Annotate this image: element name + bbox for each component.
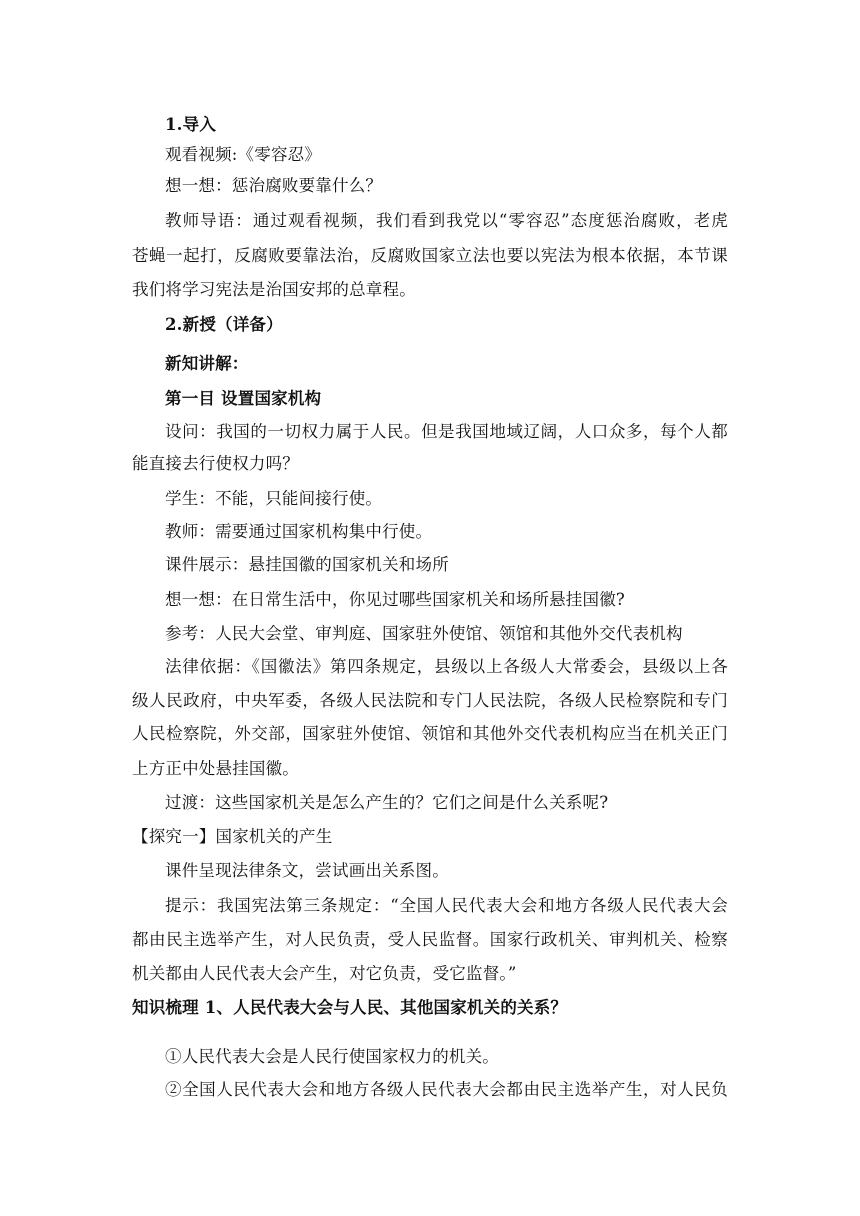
paragraph-law-line: 上方正中处悬挂国徽。 [132,759,299,778]
paragraph-watch-video: 观看视频:《零容忍》 [165,145,322,164]
paragraph-teacher-intro-line: 教师导语：通过观看视频，我们看到我党以“零容忍”态度惩治腐败，老虎 [165,211,728,230]
paragraph-transition: 过渡：这些国家机关是怎么产生的？它们之间是什么关系呢? [165,793,609,812]
paragraph-hint-line: 提示：我国宪法第三条规定：“全国人民代表大会和地方各级人民代表大会 [165,896,728,915]
paragraph-question-line: 能直接去行使权力吗？ [132,454,299,473]
item-title: 第一目 设置国家机构 [165,389,322,408]
paragraph-think: 想一想：惩治腐败要靠什么？ [165,176,383,195]
paragraph-hint-line: 机关都由人民代表大会产生，对它负责，受它监督。” [132,964,517,983]
paragraph-courseware: 课件展示：悬挂国徽的国家机关和场所 [165,555,449,574]
section-heading-new: 2.新授（详备） [165,315,283,334]
paragraph-teacher-intro-line: 苍蝇一起打，反腐败要靠法治，反腐败国家立法也要以宪法为根本依据，本节课 [132,246,728,265]
paragraph-teacher-intro-line: 我们将学习宪法是治国安邦的总章程。 [132,280,416,299]
paragraph-student: 学生：不能，只能间接行使。 [165,489,383,508]
list-item-point: ①人民代表大会是人民行使国家权力的机关。 [165,1047,499,1066]
paragraph-reference: 参考：人民大会堂、审判庭、国家驻外使馆、领馆和其他外交代表机构 [165,624,683,643]
explore-title: 【探究一】国家机关的产生 [132,827,333,846]
paragraph-question-line: 设问：我国的一切权力属于人民。但是我国地域辽阔，人口众多，每个人都 [165,422,728,441]
paragraph-law-line: 级人民政府，中央军委，各级人民法院和专门人民法院，各级人民检察院和专门 [132,691,728,710]
paragraph-teacher: 教师：需要通过国家机构集中行使。 [165,522,433,541]
paragraph-law-line: 法律依据：《国徽法》第四条规定，县级以上各级人大常委会，县级以上各 [165,657,728,676]
paragraph-courseware-2: 课件呈现法律条文，尝试画出关系图。 [165,861,449,880]
list-item-point: ②全国人民代表大会和地方各级人民代表大会都由民主选举产生，对人民负 [165,1080,728,1099]
paragraph-hint-line: 都由民主选举产生，对人民负责，受人民监督。国家行政机关、审判机关、检察 [132,930,728,949]
paragraph-law-line: 人民检察院，外交部，国家驻外使馆、领馆和其他外交代表机构应当在机关正门 [132,724,728,743]
subheading-new-knowledge: 新知讲解： [165,354,249,373]
paragraph-think-2: 想一想：在日常生活中，你见过哪些国家机关和场所悬挂国徽? [165,590,625,609]
knowledge-title: 知识梳理 1、人民代表大会与人民、其他国家机关的关系？ [132,998,568,1017]
section-heading-intro: 1.导入 [165,115,217,134]
